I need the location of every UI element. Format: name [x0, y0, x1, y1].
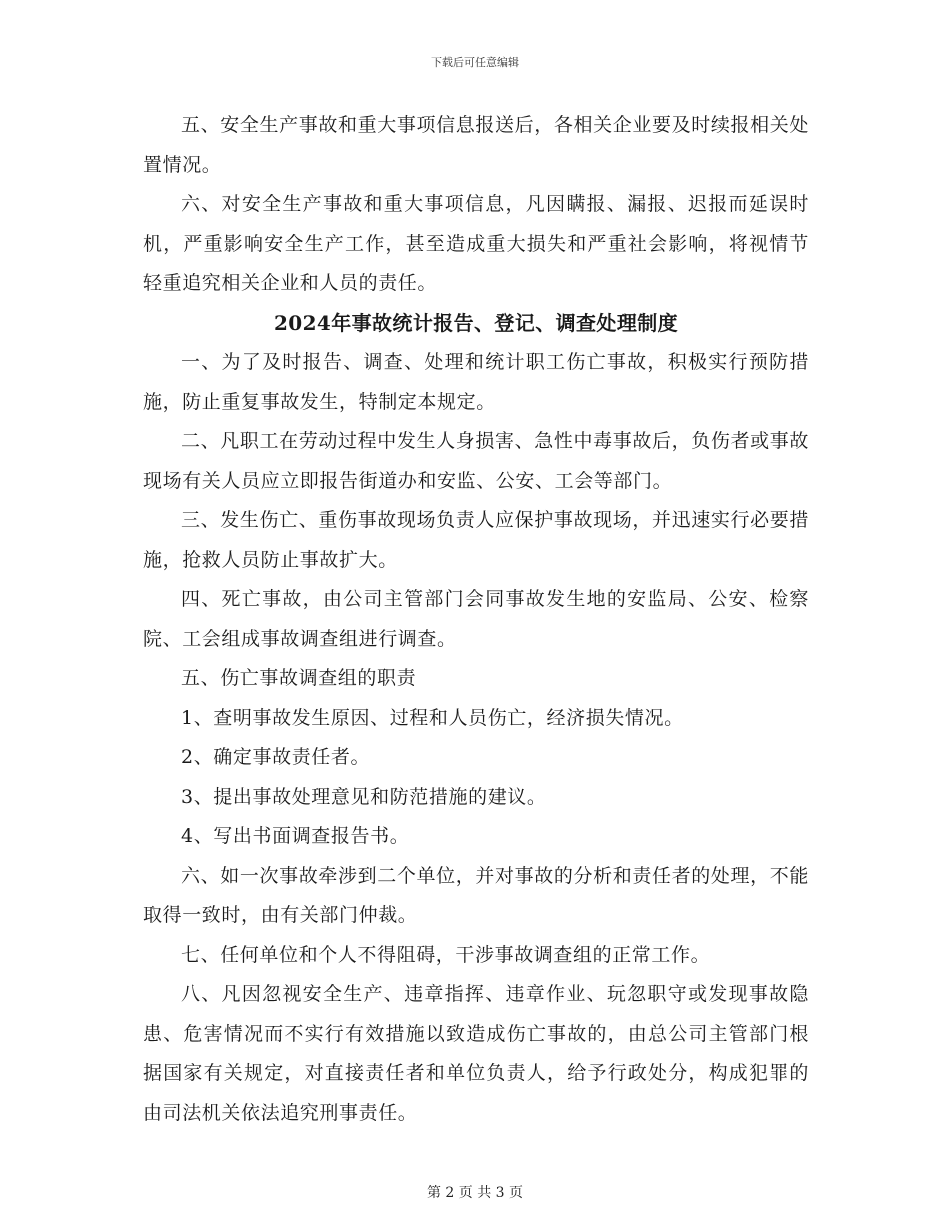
paragraph: 七、任何单位和个人不得阻碍，干涉事故调查组的正常工作。 — [181, 943, 711, 966]
paragraph: 一、为了及时报告、调查、处理和统计职工伤亡事故，积极实行预防措施，防止重复事故发生，特制定本规定。 — [143, 351, 809, 413]
list-item: 3、提出事故处理意见和防范措施的建议。 — [181, 785, 547, 808]
page-number: 第 2 页 共 3 页 — [426, 1185, 524, 1201]
paragraph: 二、凡职工在劳动过程中发生人身损害、急性中毒事故后，负伤者或事故现场有关人员应立即报告街道办和安监、公安、工会等部门。 — [143, 430, 809, 492]
page-header-note: 下载后可任意编辑 — [431, 56, 519, 69]
paragraph: 三、发生伤亡、重伤事故现场负责人应保护事故现场，并迅速实行必要措施，抢救人员防止事故扩大。 — [143, 509, 809, 571]
list-item: 1、查明事故发生原因、过程和人员伤亡，经济损失情况。 — [181, 706, 684, 729]
paragraph: 六、如一次事故牵涉到二个单位，并对事故的分析和责任者的处理，不能取得一致时，由有关部门仲裁。 — [143, 864, 809, 926]
list-item: 4、写出书面调查报告书。 — [181, 825, 410, 847]
paragraph: 八、凡因忽视安全生产、违章指挥、违章作业、玩忽职守或发现事故隐患、危害情况而不实行有效措施以致造成伤亡事故的，由总公司主管部门根据国家有关规定，对直接责任者和单位负责人，给予行政处分，构成犯罪的由司法机关依法追究刑事责任。 — [143, 983, 809, 1124]
list-item: 2、确定事故责任者。 — [181, 746, 371, 768]
paragraph: 六、对安全生产事故和重大事项信息，凡因瞒报、漏报、迟报而延误时机，严重影响安全生产工作，甚至造成重大损失和严重社会影响，将视情节轻重追究相关企业和人员的责任。 — [143, 193, 809, 294]
paragraph: 四、死亡事故，由公司主管部门会同事故发生地的安监局、公安、检察院、工会组成事故调查组进行调查。 — [143, 588, 809, 650]
paragraph: 五、伤亡事故调查组的职责 — [181, 667, 417, 689]
document-body — [143, 106, 809, 1133]
section-title: 2024年事故统计报告、登记、调查处理制度 — [273, 310, 679, 335]
paragraph: 五、安全生产事故和重大事项信息报送后，各相关企业要及时续报相关处置情况。 — [143, 114, 809, 176]
